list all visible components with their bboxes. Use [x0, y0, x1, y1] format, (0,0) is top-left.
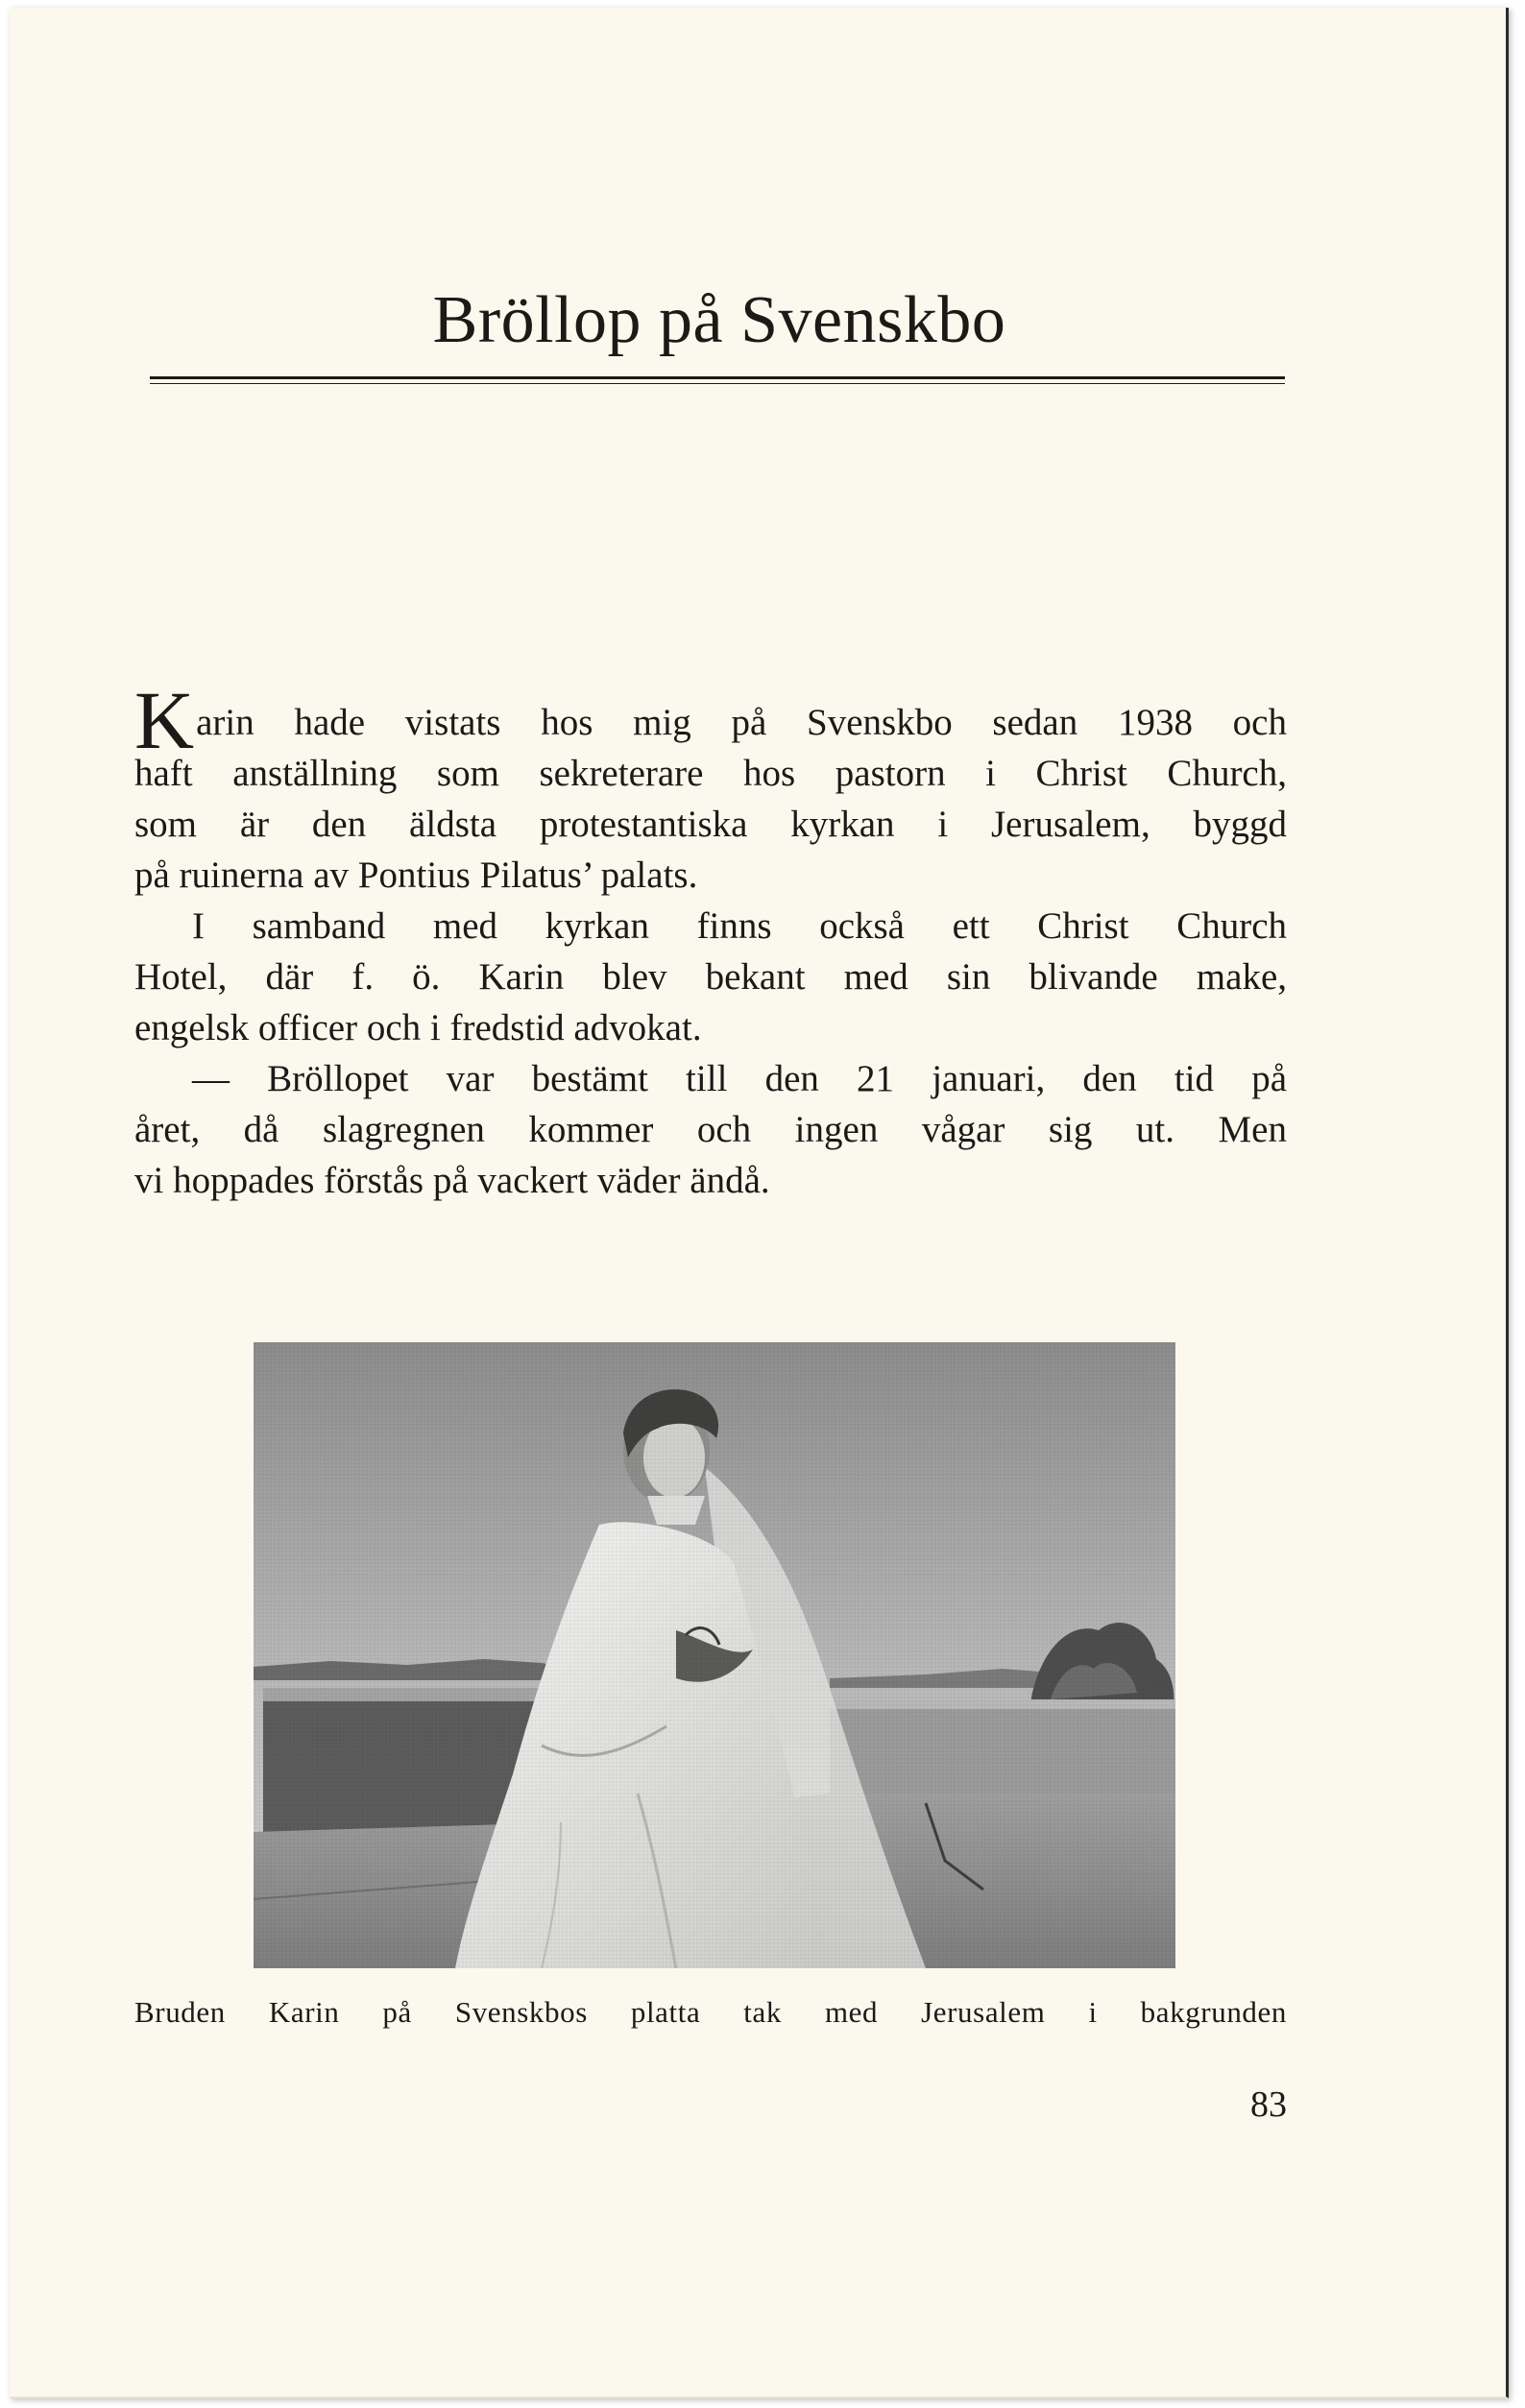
- text-line-9: året, då slagregnen kommer och ingen vågar sig ut. Men: [134, 1109, 1287, 1150]
- title-rule: [150, 376, 1285, 384]
- text-line-2: haft anställning som sekreterare hos pastorn i Christ Church,: [134, 753, 1287, 794]
- text-line-5: I samband med kyrkan finns också ett Christ Church: [192, 905, 1287, 947]
- text-line-7: engelsk officer och i fredstid advokat.: [134, 1007, 702, 1048]
- text-line-10: vi hoppades förstås på vackert väder ändå.: [134, 1160, 770, 1201]
- text-line-8: — Bröllopet var bestämt till den 21 januari, den tid på: [192, 1058, 1287, 1099]
- text-line-4: på ruinerna av Pontius Pilatus’ palats.: [134, 855, 698, 896]
- bride-photograph: [254, 1342, 1175, 1968]
- text-line-6: Hotel, där f. ö. Karin blev bekant med sin blivande make,: [134, 956, 1287, 998]
- text-line-3: som är den äldsta protestantiska kyrkan i Jerusalem, byggd: [134, 804, 1287, 845]
- chapter-title: Bröllop på Svenskbo: [432, 283, 1006, 357]
- book-page: [10, 8, 1509, 2398]
- drop-cap: K: [134, 674, 195, 766]
- text-line-1-rest: arin hade vistats hos mig på Svenskbo sedan 1938 och: [196, 702, 1287, 743]
- page-number: 83: [1250, 2084, 1287, 2125]
- text-line-1: [134, 674, 1287, 766]
- photo-caption: Bruden Karin på Svenskbos platta tak med Jerusalem i bakgrunden: [134, 1995, 1287, 2029]
- body-text: [134, 674, 1287, 1206]
